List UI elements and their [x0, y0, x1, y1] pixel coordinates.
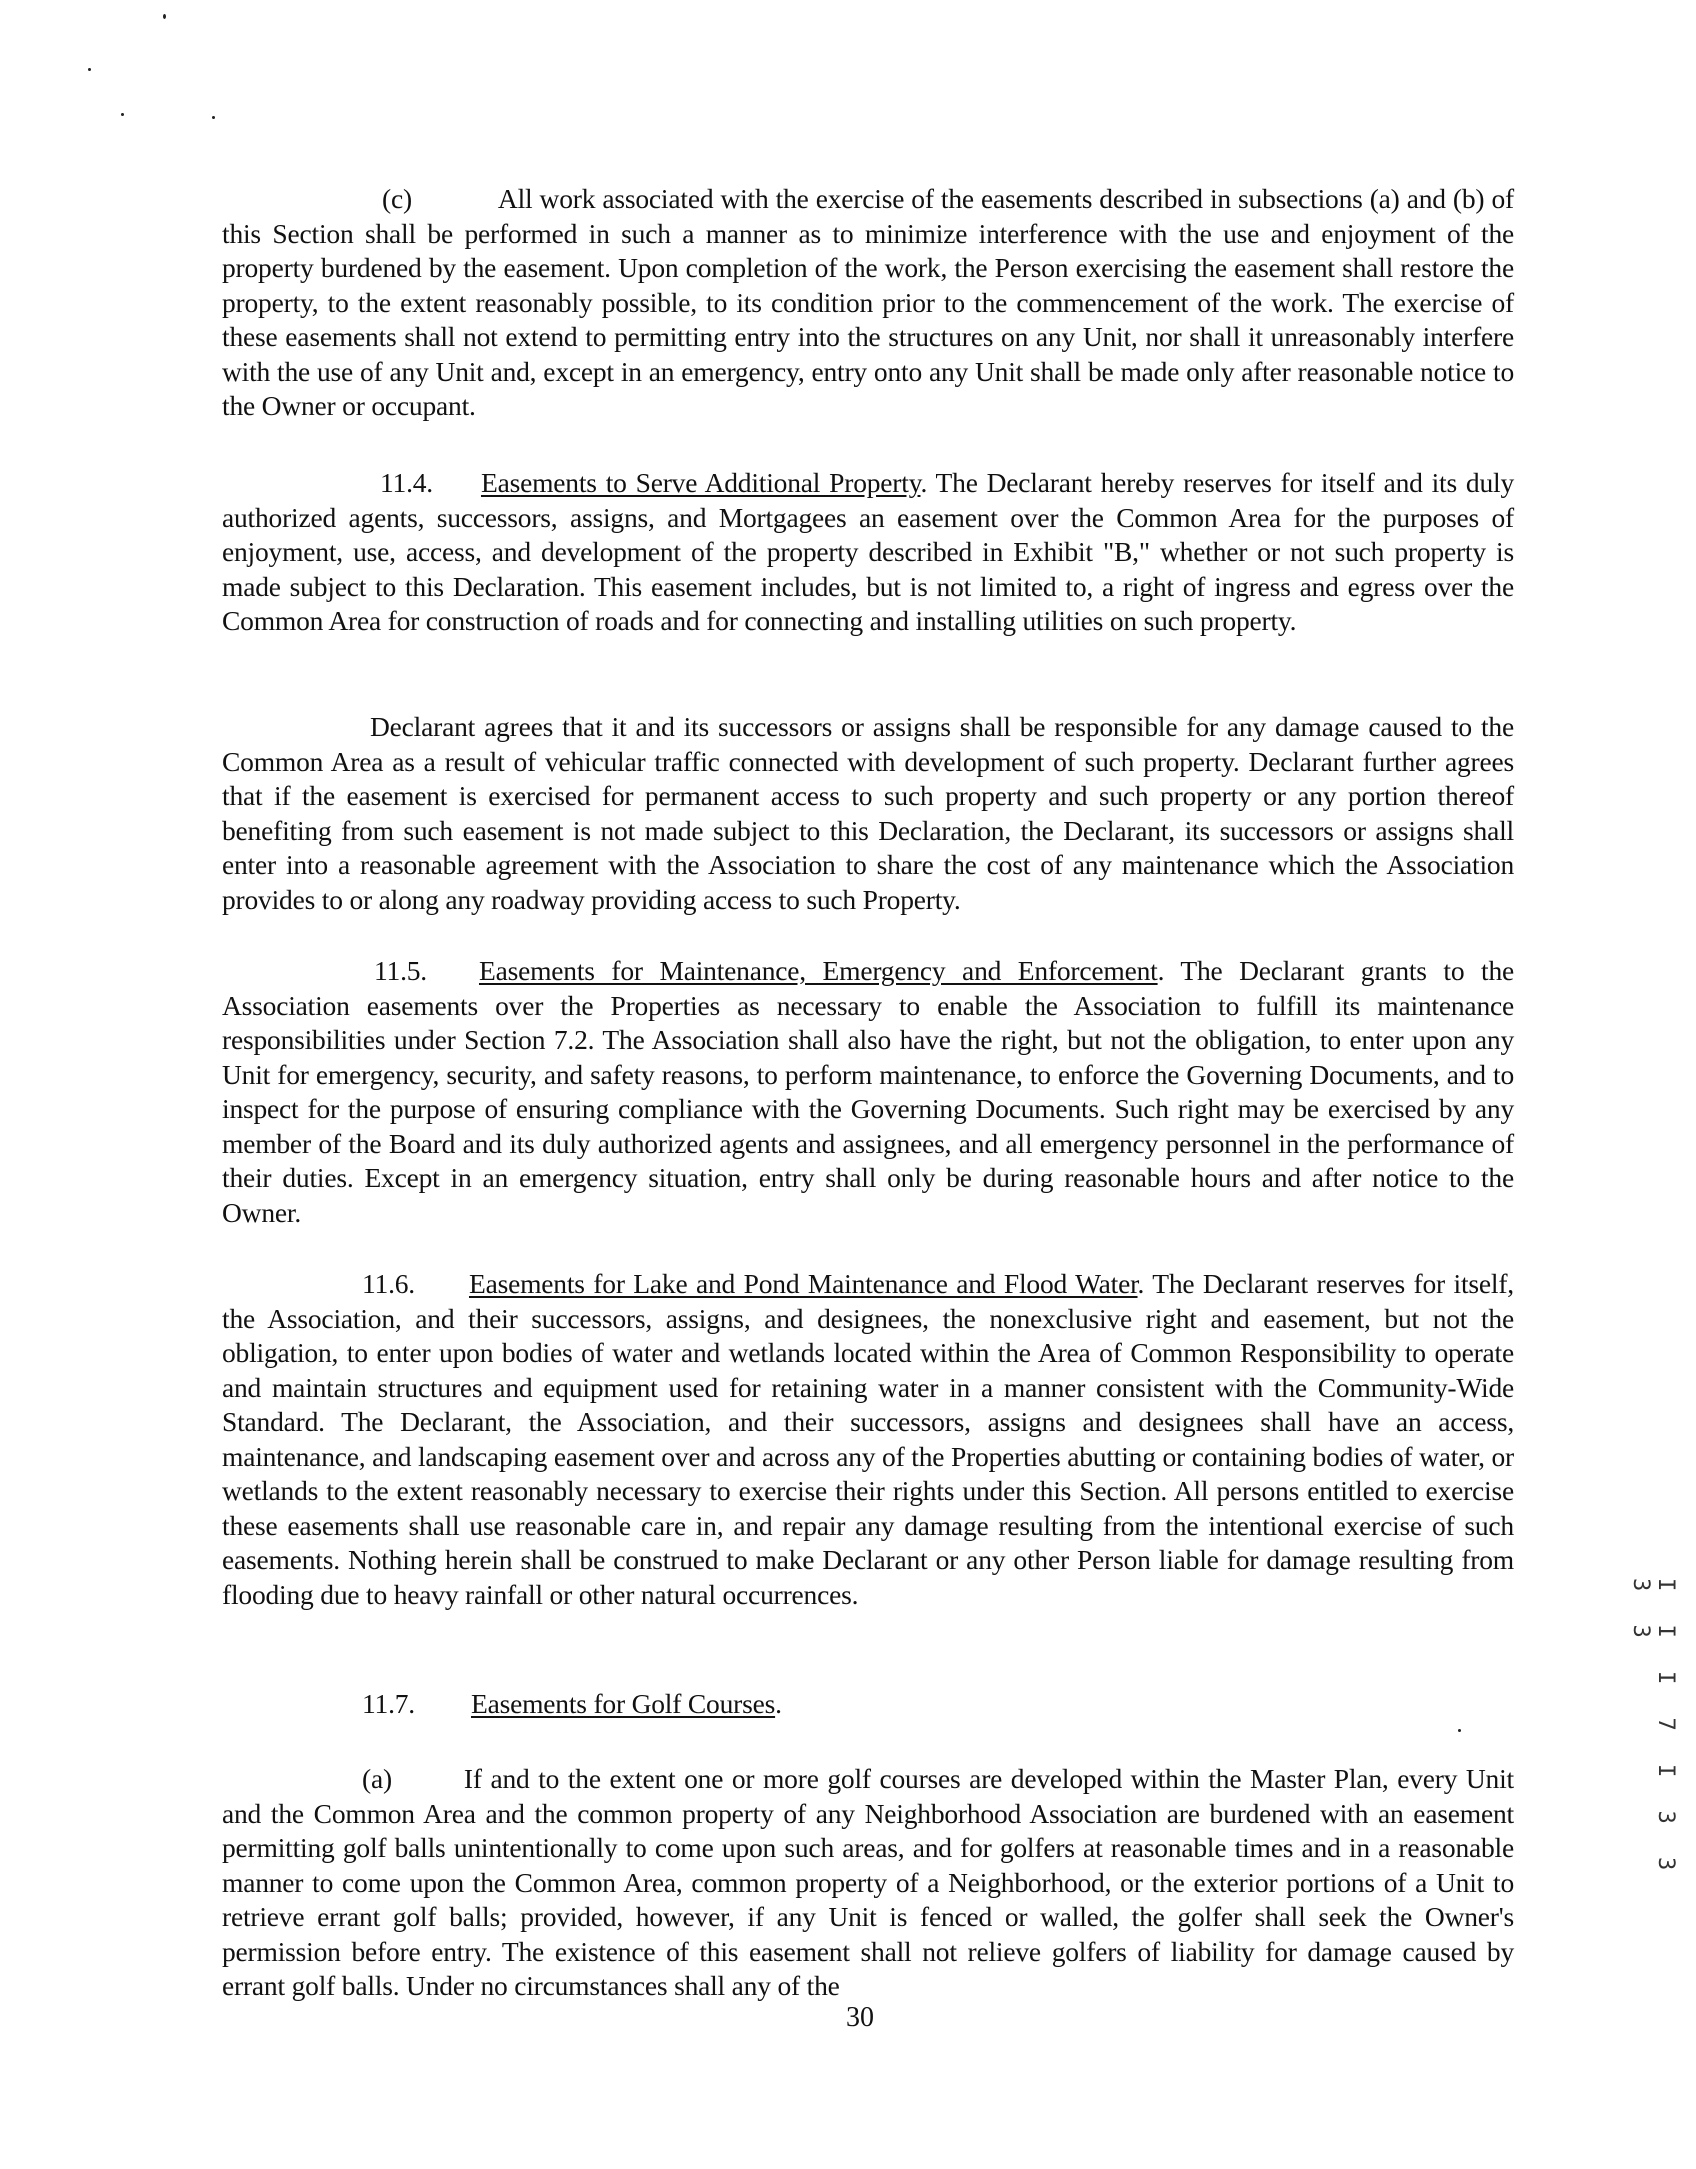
section-body: . The Declarant reserves for itself, the Association, and their successors, assigns, and designees, the nonexclusive right and easement, but not the obligation, to enter upon bodies of water and wetlands located within the Area of Common Responsibility to operate and maintain structures and equipment used for retaining water in a manner consistent with the Community-Wide Standard. The Declarant, the Association, and their successors, assigns and designees shall have an access, maintenance, and landscaping easement over and across any of the Properties abutting or containing bodies of water, or wetlands to the extent reasonably necessary to exercise their rights under this Section. All persons entitled to exercise these easements shall use reasonable care in, and repair any damage resulting from the intentional exercise of such easements. Nothing herein shall be construed to make Declarant or any other Person liable for damage resulting from flooding due to heavy rainfall or other natural occurrences. — [222, 1268, 1514, 1610]
paragraph-marker: (a) — [362, 1763, 392, 1794]
paragraph-a — [222, 1762, 1514, 2004]
scan-speck — [1458, 1729, 1461, 1732]
section-heading: Easements to Serve Additional Property — [480, 467, 921, 498]
side-recording-stamp: I I I 7 I 3 3 3 3 — [1628, 1578, 1678, 1881]
section-heading: Easements for Maintenance, Emergency and Enforcement — [478, 955, 1158, 986]
scan-speck — [163, 14, 166, 19]
scan-speck — [88, 68, 91, 71]
paragraph-c — [222, 182, 1514, 424]
paragraph-declarant-agrees — [222, 710, 1514, 917]
section-number: 11.6. — [362, 1268, 415, 1299]
section-11-6 — [222, 1267, 1514, 1612]
section-body: . — [775, 1688, 782, 1719]
section-number: 11.5. — [374, 955, 427, 986]
section-body: . The Declarant hereby reserves for itself and its duly authorized agents, successors, assigns, and Mortgagees an easement over the Common Area for the purposes of enjoyment, use, access, and development of the property described in Exhibit "B," whether or not such property is made subject to this Declaration. This easement includes, but is not limited to, a right of ingress and egress over the Common Area for construction of roads and for connecting and installing utilities on such property. — [222, 467, 1514, 636]
paragraph-body: All work associated with the exercise of the easements described in subsections (a) and (b) of this Section shall be performed in such a manner as to minimize interference with the use and enjoyment of the property burdened by the easement. Upon completion of the work, the Person exercising the easement shall restore the property, to the extent reasonably possible, to its condition prior to the commencement of the work. The exercise of these easements shall not extend to permitting entry into the structures on any Unit, nor shall it unreasonably interfere with the use of any Unit and, except in an emergency, entry onto any Unit shall be made only after reasonable notice to the Owner or occupant. — [222, 183, 1514, 421]
section-11-4 — [222, 466, 1514, 639]
scan-speck — [121, 113, 124, 116]
paragraph-body: Declarant agrees that it and its successors or assigns shall be responsible for any damage caused to the Common Area as a result of vehicular traffic connected with development of such property. Declarant further agrees that if the easement is exercised for permanent access to such property and such property or any portion thereof benefiting from such easement is not made subject to this Declaration, the Declarant, its successors or assigns shall enter into a reasonable agreement with the Association to share the cost of any maintenance which the Association provides to or along any roadway providing access to such Property. — [222, 711, 1514, 915]
page-number: 30 — [846, 2002, 874, 2033]
section-heading: Easements for Golf Courses — [470, 1688, 776, 1719]
section-number: 11.4. — [380, 467, 433, 498]
section-body: . The Declarant grants to the Association easements over the Properties as necessary to enable the Association to fulfill its maintenance responsibilities under Section 7.2. The Association shall also have the right, but not the obligation, to enter upon any Unit for emergency, security, and safety reasons, to perform maintenance, to enforce the Governing Documents, and to inspect for the purpose of ensuring compliance with the Governing Documents. Such right may be exercised by any member of the Board and its duly authorized agents and assignees, and all emergency personnel in the performance of their duties. Except in an emergency situation, entry shall only be during reasonable hours and after notice to the Owner. — [222, 955, 1514, 1228]
paragraph-marker: (c) — [382, 183, 412, 214]
scan-speck — [212, 116, 215, 119]
section-11-7 — [222, 1687, 1514, 1722]
paragraph-body: If and to the extent one or more golf courses are developed within the Master Plan, every Unit and the Common Area and the common property of any Neighborhood Association are burdened with an easement permitting golf balls unintentionally to come upon such areas, and for golfers at reasonable times and in a reasonable manner to come upon the Common Area, common property of a Neighborhood, or the exterior portions of a Unit to retrieve errant golf balls; provided, however, if any Unit is fenced or walled, the golfer shall seek the Owner's permission before entry. The existence of this easement shall not relieve golfers of liability for damage caused by errant golf balls. Under no circumstances shall any of the — [222, 1763, 1514, 2001]
section-11-5 — [222, 954, 1514, 1230]
section-number: 11.7. — [362, 1688, 415, 1719]
section-heading: Easements for Lake and Pond Maintenance and Flood Water — [468, 1268, 1138, 1299]
